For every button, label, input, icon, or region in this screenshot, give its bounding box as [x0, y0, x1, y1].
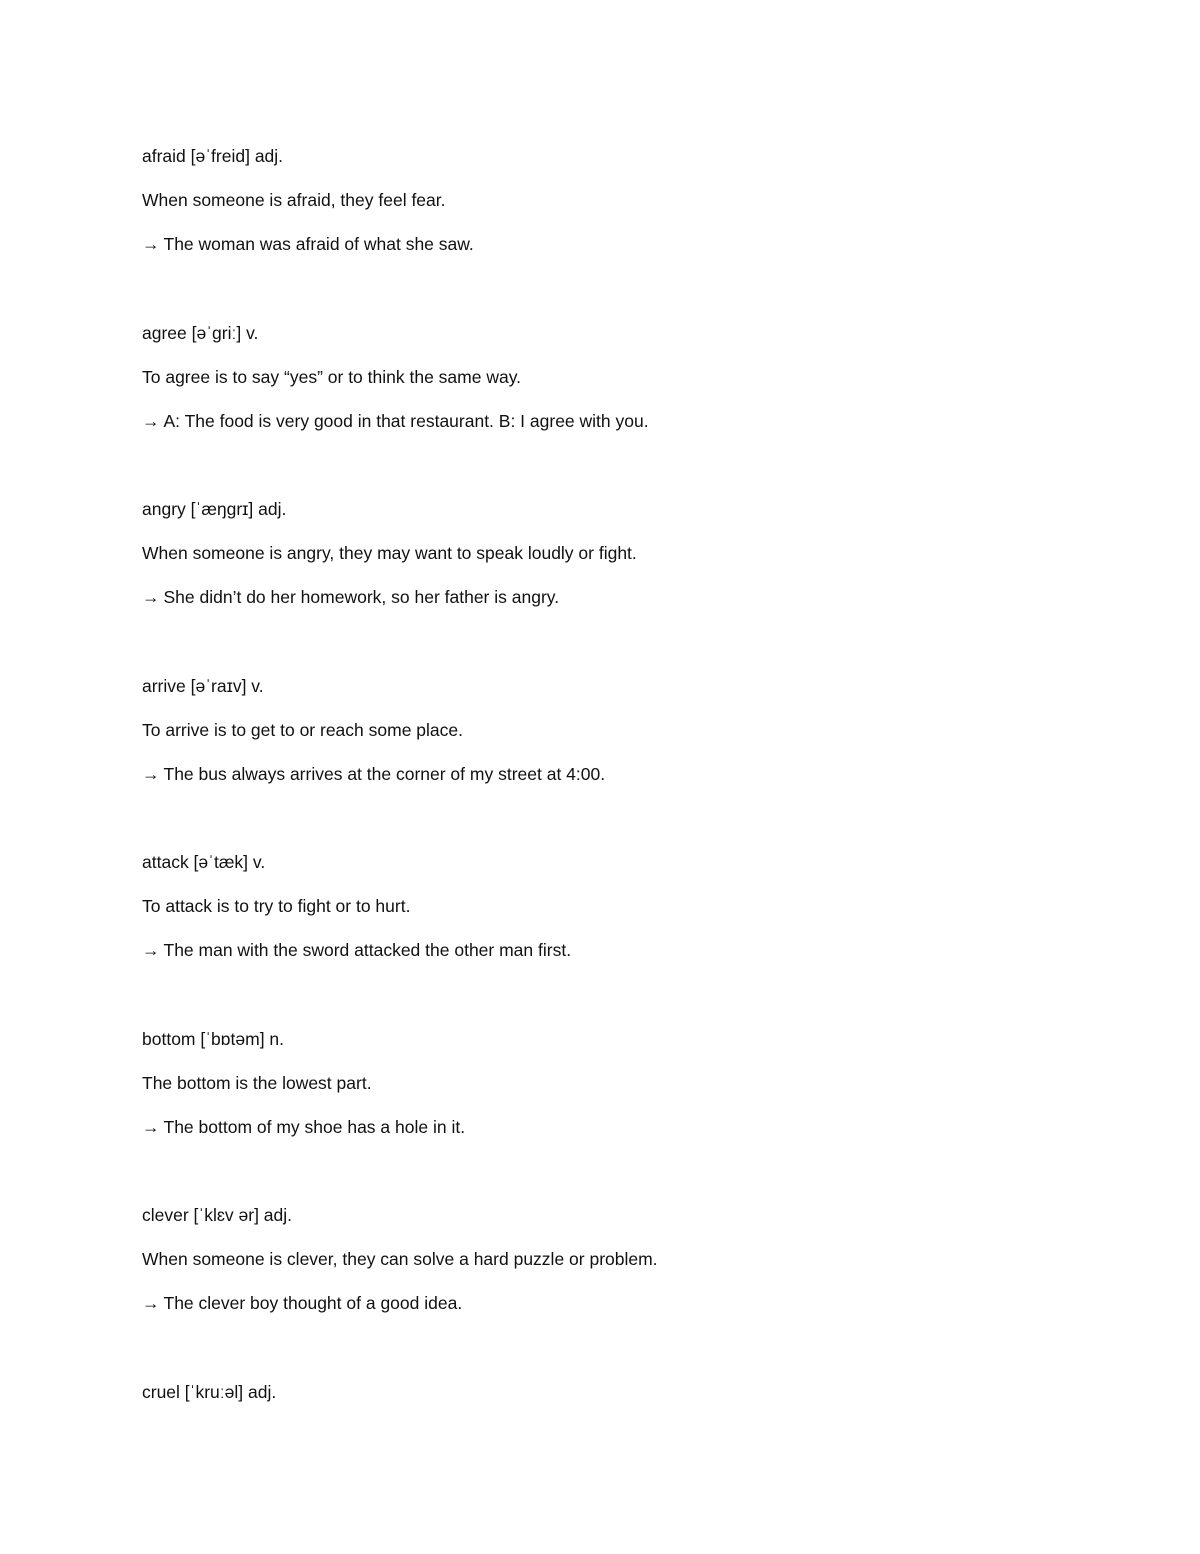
headword: attack [əˈtæk] v. — [142, 848, 1122, 892]
example-text: The bus always arrives at the corner of my street at 4:00. — [164, 764, 606, 784]
example-text: A: The food is very good in that restaurant. B: I agree with you. — [164, 411, 649, 431]
headword: cruel [ˈkruːəl] adj. — [142, 1378, 1122, 1422]
definition: To arrive is to get to or reach some place. — [142, 716, 1122, 760]
example-text: The bottom of my shoe has a hole in it. — [164, 1117, 466, 1137]
vocab-entry-angry — [142, 495, 1122, 672]
vocab-entry-cruel — [142, 1378, 1122, 1554]
definition: The bottom is the lowest part. — [142, 1069, 1122, 1113]
definition: When someone is afraid, they feel fear. — [142, 186, 1122, 230]
arrow-icon: → — [142, 587, 160, 607]
headword: afraid [əˈfreid] adj. — [142, 142, 1122, 186]
arrow-icon: → — [142, 764, 160, 784]
vocabulary-list — [142, 142, 1122, 1554]
example-text: She didn’t do her homework, so her father is angry. — [164, 587, 560, 607]
vocab-entry-arrive — [142, 672, 1122, 849]
example-sentence — [142, 1113, 1122, 1157]
vocab-entry-agree — [142, 319, 1122, 496]
definition: When someone is clever, they can solve a hard puzzle or problem. — [142, 1245, 1122, 1289]
arrow-icon: → — [142, 1293, 160, 1313]
example-text: The woman was afraid of what she saw. — [164, 234, 474, 254]
headword: agree [əˈgriː] v. — [142, 319, 1122, 363]
definition: To attack is to try to fight or to hurt. — [142, 892, 1122, 936]
example-text: The clever boy thought of a good idea. — [164, 1293, 463, 1313]
definition: When someone is angry, they may want to speak loudly or fight. — [142, 539, 1122, 583]
example-sentence — [142, 936, 1122, 980]
definition: To agree is to say “yes” or to think the same way. — [142, 363, 1122, 407]
arrow-icon: → — [142, 1117, 160, 1137]
vocab-entry-afraid — [142, 142, 1122, 319]
headword: bottom [ˈbɒtəm] n. — [142, 1025, 1122, 1069]
arrow-icon: → — [142, 411, 160, 431]
headword: angry [ˈæŋgrɪ] adj. — [142, 495, 1122, 539]
arrow-icon: → — [142, 940, 160, 960]
example-sentence — [142, 1289, 1122, 1333]
arrow-icon: → — [142, 234, 160, 254]
vocab-entry-clever — [142, 1201, 1122, 1378]
vocab-entry-attack — [142, 848, 1122, 1025]
headword: arrive [əˈraɪv] v. — [142, 672, 1122, 716]
example-sentence — [142, 760, 1122, 804]
vocab-entry-bottom — [142, 1025, 1122, 1202]
example-sentence — [142, 583, 1122, 627]
example-sentence — [142, 230, 1122, 274]
headword: clever [ˈklɛv ər] adj. — [142, 1201, 1122, 1245]
example-text: The man with the sword attacked the other man first. — [164, 940, 572, 960]
example-sentence — [142, 407, 1122, 451]
